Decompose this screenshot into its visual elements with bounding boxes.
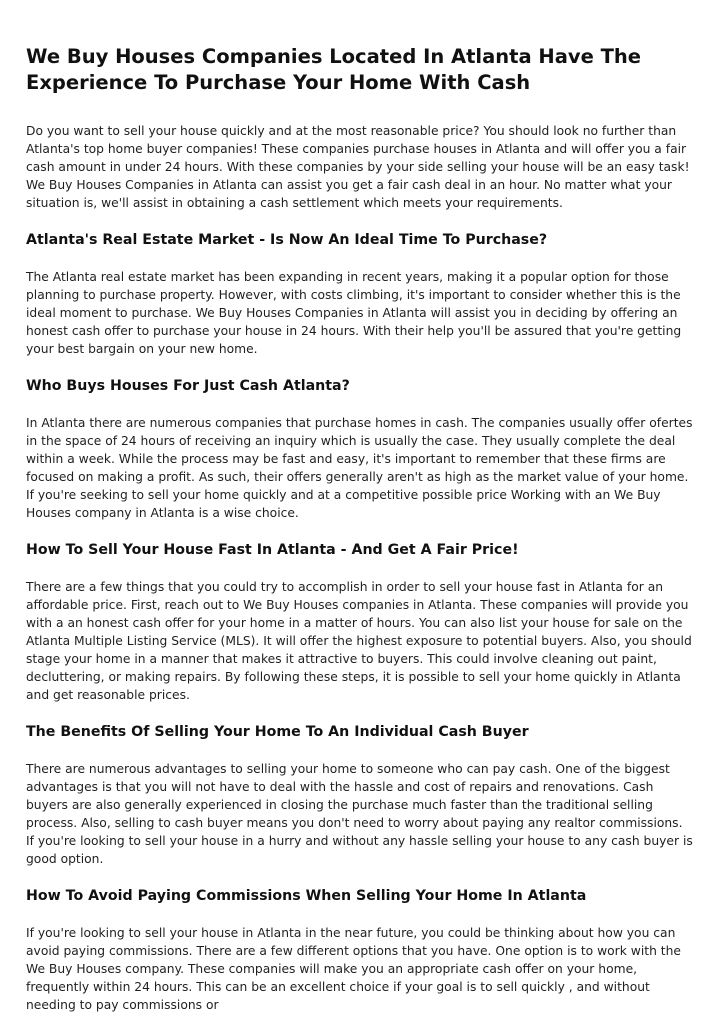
page-title: We Buy Houses Companies Located In Atlanta Have The Experience To Purchase Your Home With Cash xyxy=(26,45,642,94)
section-body-who-buys: In Atlanta there are numerous companies that purchase homes in cash. The companies usually offer ofertes in the space of 24 hours of receiving an inquiry which is usually the case. They usually complete the deal within a week. While the process may be fast and easy, it's important to remember that these firms are focused on making a profit. As such, their offers generally aren't as high as the market value of your home. If you're seeking to sell your home quickly and at a competitive possible price Working with an We Buy Houses company in Atlanta is a wise choice. xyxy=(26,416,693,520)
section-body-sell-fast: There are a few things that you could try to accomplish in order to sell your house fast in Atlanta for an affordable price. First, reach out to We Buy Houses companies in Atlanta. These companies will provide you with a an honest cash offer for your home in a matter of hours. You can also list your house for sale on the Atlanta Multiple Listing Service (MLS). It will offer the highest exposure to potential buyers. Also, you should stage your home in a manner that makes it attractive to buyers. This could involve cleaning out paint, decluttering, or making repairs. By following these steps, it is possible to sell your home quickly in Atlanta and get reasonable prices. xyxy=(26,580,692,702)
section-body-market: The Atlanta real estate market has been expanding in recent years, making it a popular option for those planning to purchase property. However, with costs climbing, it's important to consider whether this is the ideal moment to purchase. We Buy Houses Companies in Atlanta will assist you in deciding by offering an honest cash offer to purchase your house in 24 hours. With their help you'll be assured that you're getting your best bargain on your new home. xyxy=(26,270,682,356)
section-body-commissions: If you're looking to sell your house in Atlanta in the near future, you could be thinking about how you can avoid paying commissions. There are a few different options that you have. One option is to work with the We Buy Houses company. These companies will make you an appropriate cash offer on your home, frequently within 24 hours. This can be an excellent choice if your goal is to sell quickly , and without needing to pay commissions or xyxy=(26,926,681,1012)
section-body-benefits: There are numerous advantages to selling your home to someone who can pay cash. One of the biggest advantages is that you will not have to deal with the hassle and cost of repairs and renovations. Cash buyers are also generally experienced in closing the purchase much faster than the traditional selling process. Also, selling to cash buyer means you don't need to worry about paying any realtor commissions. If you're looking to sell your house in a hurry and without any hassle selling your house to any cash buyer is good option. xyxy=(26,762,693,866)
intro-paragraph: Do you want to sell your house quickly and at the most reasonable price? You should look no further than Atlanta's top home buyer companies! These companies purchase houses in Atlanta and will offer you a fair cash amount in under 24 hours. With these companies by your side selling your house will be an easy task! We Buy Houses Companies in Atlanta can assist you get a fair cash deal in an hour. No matter what your situation is, we'll assist in obtaining a cash settlement which meets your requirements. xyxy=(26,124,690,210)
section-heading-benefits: The Benefits Of Selling Your Home To An Individual Cash Buyer xyxy=(26,724,529,740)
section-heading-sell-fast: How To Sell Your House Fast In Atlanta - And Get A Fair Price! xyxy=(26,542,519,558)
section-heading-commissions: How To Avoid Paying Commissions When Selling Your Home In Atlanta xyxy=(26,888,587,904)
section-heading-market: Atlanta's Real Estate Market - Is Now An Ideal Time To Purchase? xyxy=(26,232,548,248)
section-heading-who-buys: Who Buys Houses For Just Cash Atlanta? xyxy=(26,378,350,394)
